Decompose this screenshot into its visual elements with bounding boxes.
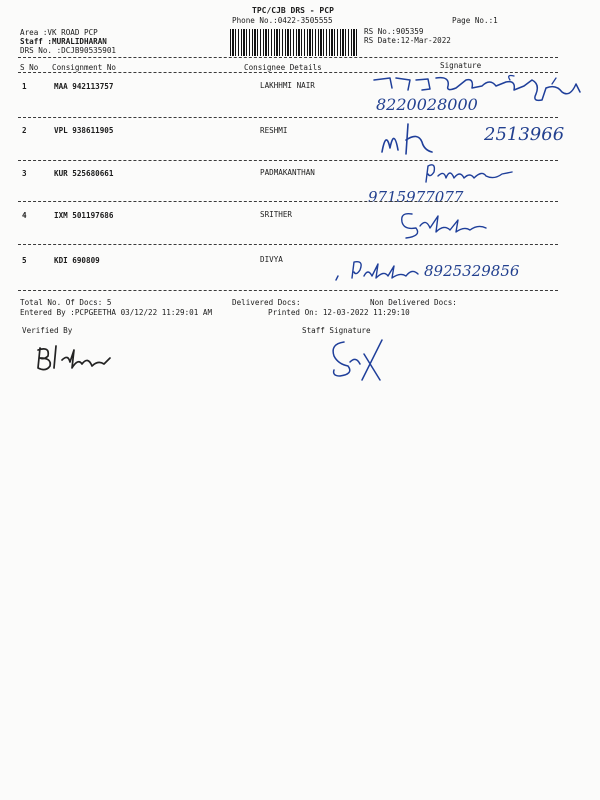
row-sno: 3 — [22, 169, 27, 178]
row-sno: 2 — [22, 126, 27, 135]
staff-label: Staff :MURALIDHARAN — [20, 37, 107, 46]
staff-signature-label: Staff Signature — [302, 326, 371, 335]
col-consignee: Consignee Details — [244, 63, 322, 72]
non-delivered-docs: Non Delivered Docs: — [370, 298, 457, 307]
col-consignment: Consignment No — [52, 63, 117, 72]
printed-on: Printed On: 12-03-2022 11:29:10 — [268, 308, 410, 317]
rs-number: RS No.:905359 — [364, 27, 424, 36]
rs-date: RS Date:12-Mar-2022 — [364, 36, 451, 45]
area-label: Area :VK ROAD PCP — [20, 28, 98, 37]
handwritten-number-row-5: 8925329856 — [424, 262, 520, 280]
entered-by: Entered By :PCPGEETHA 03/12/22 11:29:01 AM — [20, 308, 213, 317]
divider — [18, 72, 558, 73]
row-consignment: VPL 938611905 — [54, 126, 114, 135]
divider — [18, 201, 558, 202]
row-consignment: KDI 690809 — [54, 256, 100, 265]
row-consignee: RESHMI — [260, 126, 288, 135]
barcode — [230, 29, 358, 56]
phone-number: Phone No.:0422-3505555 — [232, 16, 333, 25]
divider — [18, 244, 558, 245]
verifier-signature — [32, 340, 116, 374]
row-consignment: IXM 501197686 — [54, 211, 114, 220]
row-sno: 5 — [22, 256, 27, 265]
staff-signature — [320, 336, 390, 386]
col-signature: Signature — [440, 61, 482, 70]
drs-number: DRS No. :DCJB90535901 — [20, 46, 117, 55]
handwritten-number-row-2: 2513966 — [484, 124, 565, 145]
drs-title: TPC/CJB DRS - PCP — [252, 6, 334, 15]
row-sno: 1 — [22, 82, 27, 91]
signature-row-5 — [332, 258, 422, 284]
row-sno: 4 — [22, 211, 27, 220]
row-consignee: LAKHHMI NAIR — [260, 81, 315, 90]
signature-row-4 — [394, 206, 494, 242]
row-consignee: DIVYA — [260, 255, 283, 264]
divider — [18, 117, 558, 118]
verified-by-label: Verified By — [22, 326, 73, 335]
signature-row-2 — [378, 118, 438, 160]
row-consignee: SRITHER — [260, 210, 293, 219]
handwritten-number-row-3: 9715977077 — [368, 188, 464, 206]
row-consignment: KUR 525680661 — [54, 169, 114, 178]
row-consignee: PADMAKANTHAN — [260, 168, 315, 177]
signature-row-3 — [420, 160, 520, 190]
divider — [18, 57, 558, 58]
col-sno: S No — [20, 63, 39, 72]
delivered-docs: Delivered Docs: — [232, 298, 301, 307]
handwritten-number-row-1: 8220028000 — [376, 95, 478, 114]
row-consignment: MAA 942113757 — [54, 82, 114, 91]
divider — [18, 290, 558, 291]
total-docs: Total No. Of Docs: 5 — [20, 298, 112, 307]
page-number: Page No.:1 — [452, 16, 498, 25]
